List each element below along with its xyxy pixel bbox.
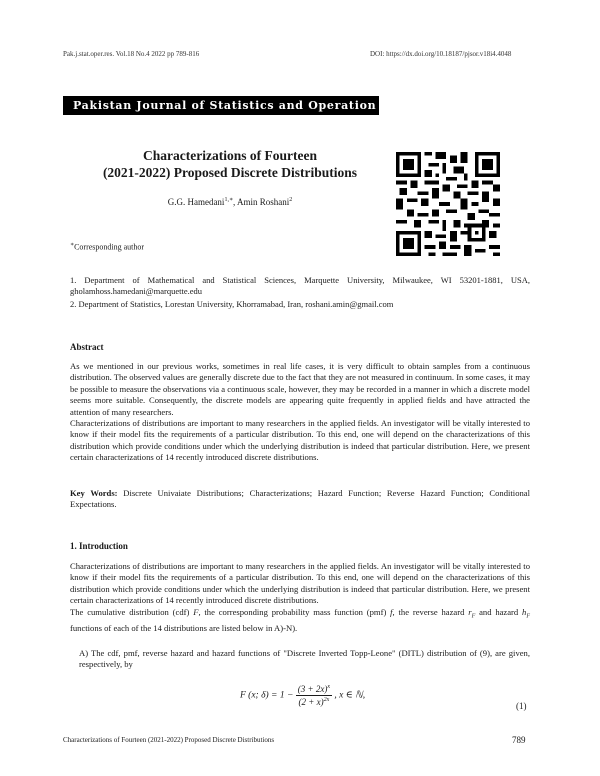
equation-denominator: (2 + x)	[298, 697, 324, 707]
page-number: 789	[512, 735, 526, 745]
intro-p2-text-c: , the reverse hazard	[392, 607, 469, 617]
keywords	[70, 488, 530, 511]
affiliation-2: 2. Department of Statistics, Lorestan University, Khorramabad, Iran, roshani.amin@gmail.com	[70, 299, 394, 309]
corresponding-author-note	[70, 240, 144, 253]
intro-p2-text-e: functions of each of the 14 distributions are listed below in A)-N).	[70, 623, 298, 634]
doi-text: DOI: https://dx.doi.org/10.18187/pjsor.v18i4.4048	[370, 50, 512, 58]
journal-reference: Pak.j.stat.oper.res. Vol.18 No.4 2022 pp 789-816	[63, 50, 200, 58]
equation-numerator-exp: x	[327, 684, 330, 690]
equation-denominator-exp: 2x	[323, 697, 330, 703]
abstract-paragraph-1: As we mentioned in our previous works, sometimes in real life cases, it is very difficult to obtain samples from a continuous distribution. The observed values are generally discrete due to the fact that they are not measured in continuum. In some cases, it may be possible to measure the observations via a continuous scale, however, they may be recorded in a manner in which a discrete model seems more suitable. Consequently, the discrete models are appearing quite frequently in applied fields and have attracted the attention of many researchers.	[70, 361, 530, 417]
symbol-h: h	[522, 607, 527, 617]
footer-running-title: Characterizations of Fourteen (2021-2022) Proposed Discrete Distributions	[63, 736, 275, 744]
introduction-heading: 1. Introduction	[70, 541, 128, 551]
intro-p2-text-a: The cumulative distribution (cdf)	[70, 607, 194, 617]
symbol-f: f	[390, 607, 393, 617]
equation-fraction	[296, 684, 332, 707]
intro-p2-text-b: , the corresponding probability mass function (pmf)	[198, 607, 391, 617]
symbol-r: r	[468, 607, 472, 617]
title-line-1: Characterizations of Fourteen	[143, 148, 317, 163]
symbol-h-sub: F	[526, 613, 531, 620]
corresponding-label: Corresponding author	[74, 242, 145, 252]
author-1-sup: 1,∗	[224, 197, 234, 203]
journal-banner: Pakistan Journal of Statistics and Operation Research	[63, 96, 379, 115]
introduction-paragraph-2	[70, 607, 530, 635]
keywords-label: Key Words:	[70, 488, 118, 498]
qr-code-graphic	[396, 152, 500, 256]
corresponding-mark: ∗	[70, 242, 75, 248]
list-item-a: A) The cdf, pmf, reverse hazard and hazard functions of "Discrete Inverted Topp-Leone" (DITL) distribution of (9), are given, respectively, by	[79, 648, 530, 670]
equation-lhs: F (x; δ) = 1 −	[240, 690, 294, 701]
symbol-r-sub: F	[471, 613, 476, 620]
introduction-paragraph-1: Characterizations of distributions are important to many researchers in the applied fields. An investigator will be vitally interested to know if their model fits the requirements of a particular distribution. To this end, one will depend on the characterizations of this distribution which provide conditions under which the underlying distribution is indeed that particular distribution. Here, we present certain characterizations of 14 recently introduced discrete distributions.	[70, 561, 530, 606]
equation-numerator: (3 + 2x)	[297, 684, 328, 694]
equation-number: (1)	[516, 701, 527, 711]
abstract-paragraph-2: Characterizations of distributions are important to many researchers in the applied fields. An investigator will be vitally interested to know if their model fits the requirements of a particular distribution. To this end, one will depend on the characterizations of this distribution which provide conditions under which the underlying distribution is indeed that particular distribution. Here, we present certain characterizations of 14 recently introduced discrete distributions.	[70, 418, 530, 463]
affiliation-1: 1. Department of Mathematical and Statistical Sciences, Marquette University, Milwaukee, WI 53201-1881, USA, gholamhoss.hamedani@marquette.edu	[70, 275, 530, 297]
title-line-2: (2021-2022) Proposed Discrete Distributions	[102, 165, 358, 180]
symbol-F: F	[193, 607, 199, 617]
author-2: , Amin Roshani	[233, 197, 290, 207]
abstract-heading: Abstract	[70, 342, 104, 352]
keywords-text: Discrete Univaiate Distributions; Characterizations; Hazard Function; Reverse Hazard Function; Conditional Expectations.	[70, 488, 530, 510]
qr-code	[396, 152, 500, 256]
equation-rhs: , x ∈ ℕ,	[334, 690, 366, 701]
author-2-sup: 2	[289, 197, 293, 203]
equation-1	[240, 684, 365, 707]
paper-title	[70, 147, 390, 181]
author-1: G.G. Hamedani	[167, 197, 225, 207]
intro-p2-text-d: and hazard	[475, 607, 523, 617]
authors	[120, 196, 340, 207]
